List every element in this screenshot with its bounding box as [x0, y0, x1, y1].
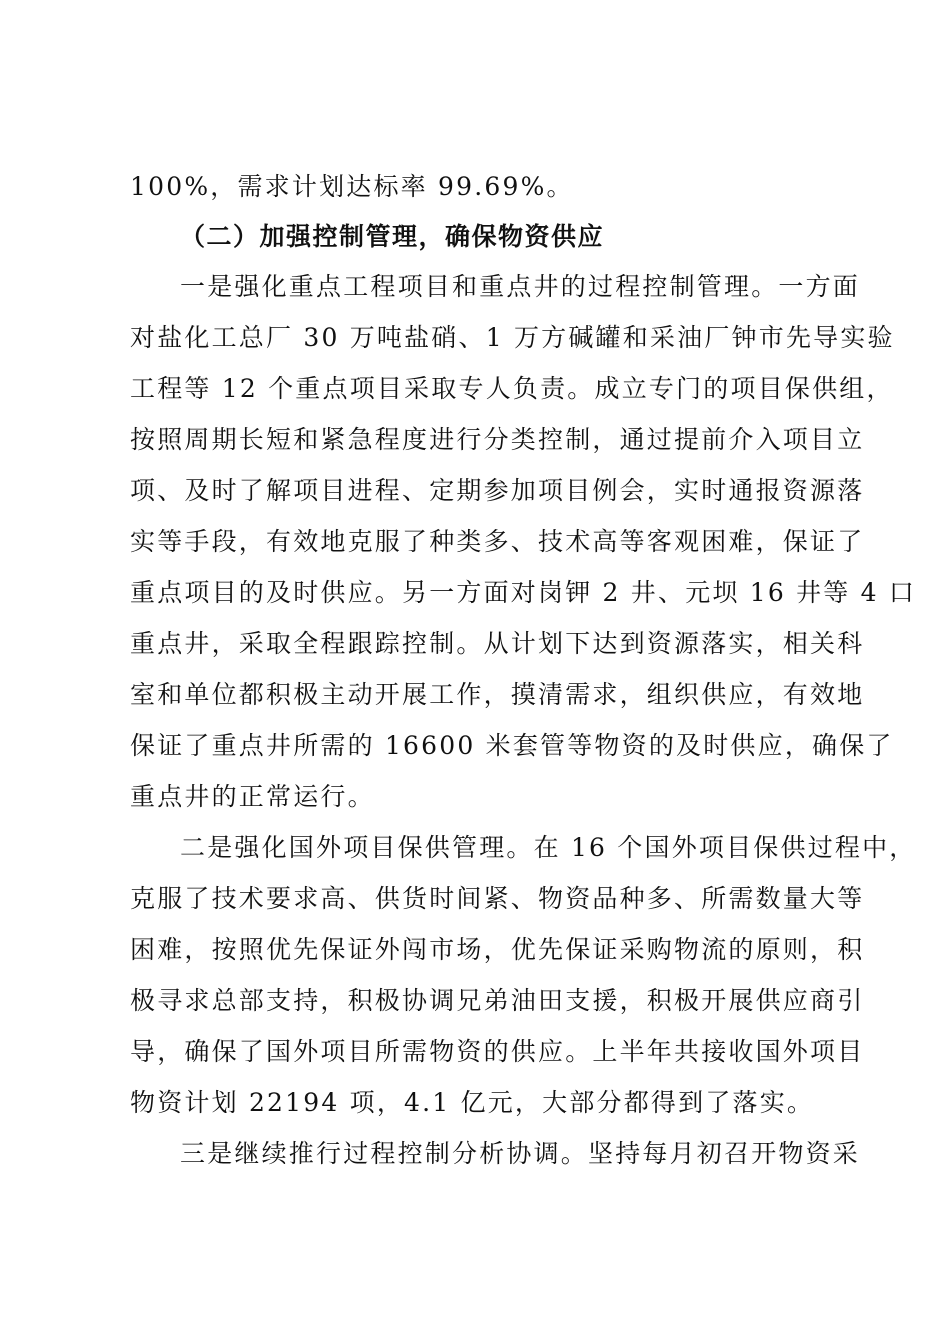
paragraph-1-line: 工程等 12 个重点项目采取专人负责。成立专门的项目保供组， — [130, 374, 894, 403]
paragraph-1-line: 对盐化工总厂 30 万吨盐硝、1 万方碱罐和采油厂钟市先导实验 — [130, 323, 895, 352]
paragraph-1-line: 重点项目的及时供应。另一方面对岗钾 2 井、元坝 16 井等 4 口 — [130, 578, 917, 607]
paragraph-2-line: 二是强化国外项目保供管理。在 16 个国外项目保供过程中， — [180, 833, 917, 862]
paragraph-1-line: 项、及时了解项目进程、定期参加项目例会，实时通报资源落 — [130, 476, 865, 505]
text-line: 100%，需求计划达标率 99.69%。 — [130, 172, 574, 201]
section-heading: （二）加强控制管理，确保物资供应 — [180, 222, 605, 251]
paragraph-2-line: 克服了技术要求高、供货时间紧、物资品种多、所需数量大等 — [130, 884, 865, 913]
paragraph-2-line: 物资计划 22194 项，4.1 亿元，大部分都得到了落实。 — [130, 1088, 815, 1117]
paragraph-1-line: 按照周期长短和紧急程度进行分类控制，通过提前介入项目立 — [130, 425, 865, 454]
paragraph-1-line: 实等手段，有效地克服了种类多、技术高等客观困难，保证了 — [130, 527, 865, 556]
paragraph-1-line: 室和单位都积极主动开展工作，摸清需求，组织供应，有效地 — [130, 680, 865, 709]
paragraph-2-line: 困难，按照优先保证外闯市场，优先保证采购物流的原则，积 — [130, 935, 865, 964]
paragraph-2-line: 导，确保了国外项目所需物资的供应。上半年共接收国外项目 — [130, 1037, 865, 1066]
paragraph-3-line: 三是继续推行过程控制分析协调。坚持每月初召开物资采 — [180, 1139, 861, 1168]
paragraph-1-line: 保证了重点井所需的 16600 米套管等物资的及时供应，确保了 — [130, 731, 894, 760]
paragraph-1-line: 重点井的正常运行。 — [130, 782, 375, 811]
paragraph-1-line: 一是强化重点工程项目和重点井的过程控制管理。一方面 — [180, 272, 861, 301]
paragraph-2-line: 极寻求总部支持，积极协调兄弟油田支援，积极开展供应商引 — [130, 986, 865, 1015]
paragraph-1-line: 重点井，采取全程跟踪控制。从计划下达到资源落实，相关科 — [130, 629, 865, 658]
